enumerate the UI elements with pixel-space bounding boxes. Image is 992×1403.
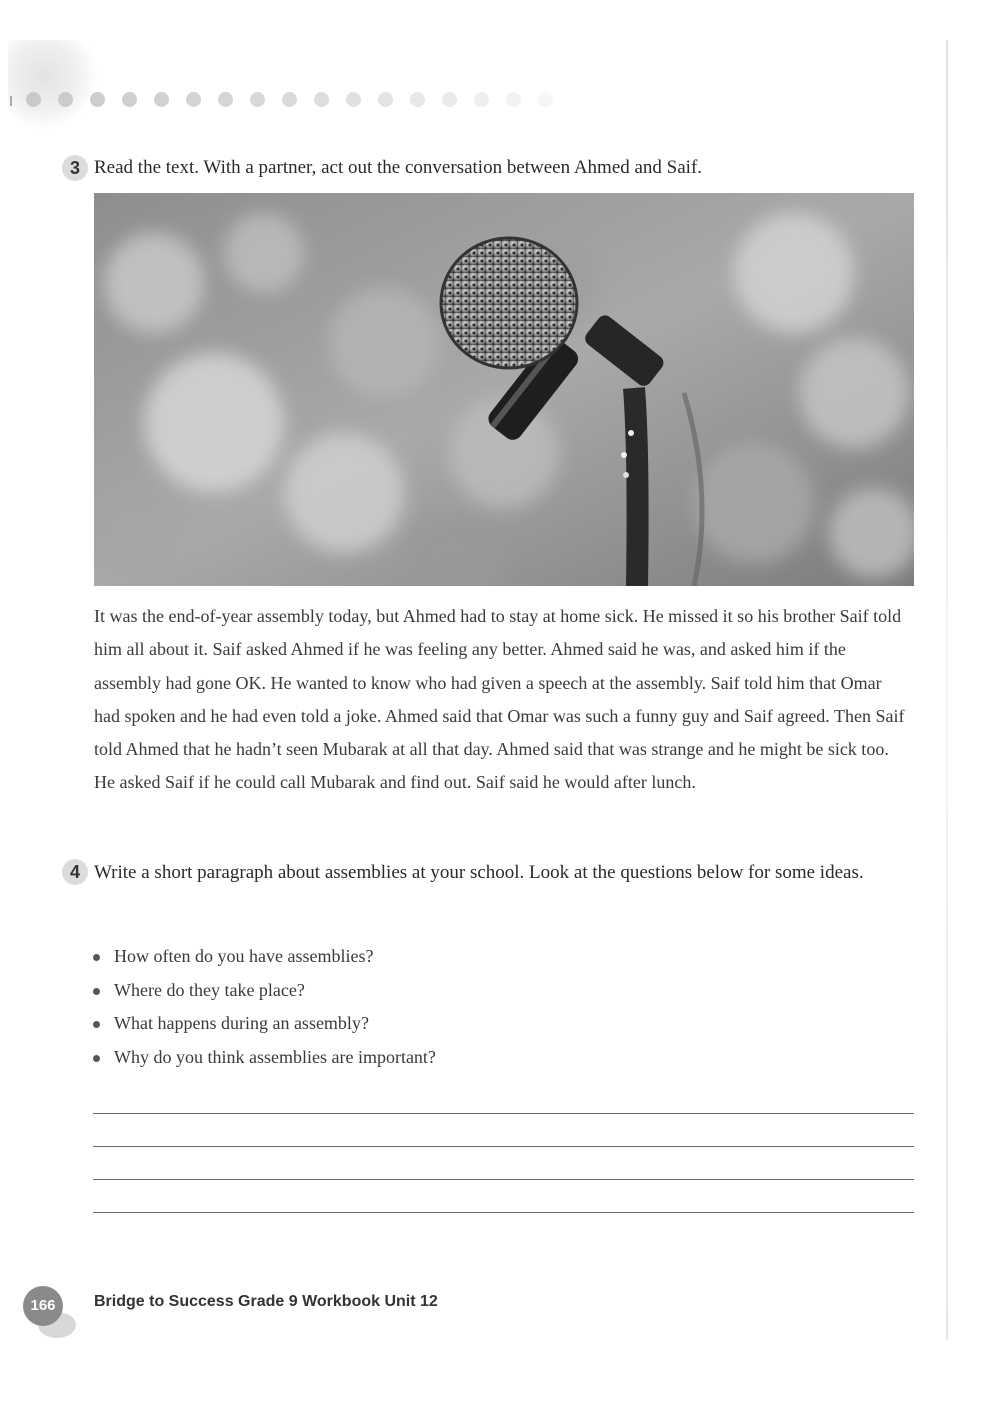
question-text: Why do you think assemblies are important? — [114, 1046, 436, 1067]
dot-decoration — [474, 92, 489, 107]
writing-line[interactable] — [93, 1212, 914, 1213]
dot-decoration — [282, 92, 297, 107]
task-4-number: 4 — [62, 859, 88, 885]
dot-decoration — [378, 92, 393, 107]
question-list — [93, 940, 436, 1074]
question-text: What happens during an assembly? — [114, 1013, 369, 1033]
list-item — [93, 1041, 436, 1075]
dot-decoration — [410, 92, 425, 107]
scan-smudge — [8, 40, 98, 130]
dot-decoration — [314, 92, 329, 107]
page-edge — [946, 40, 948, 1340]
task-3-instruction: Read the text. With a partner, act out the conversation between Ahmed and Saif. — [94, 157, 703, 178]
dot-decoration — [154, 92, 169, 107]
writing-line[interactable] — [93, 1179, 914, 1180]
list-item — [93, 974, 436, 1008]
dot-decoration — [122, 92, 137, 107]
page-number: 166 — [23, 1286, 63, 1326]
dot-decoration — [506, 92, 521, 107]
microphone-photo — [94, 193, 914, 586]
writing-line[interactable] — [93, 1113, 914, 1114]
dot-decoration — [90, 92, 105, 107]
dot-decoration — [442, 92, 457, 107]
book-title: Bridge to Success Grade 9 Workbook Unit 12 — [94, 1293, 438, 1310]
bullet-icon — [93, 988, 100, 995]
dot-decoration — [26, 92, 41, 107]
bullet-icon — [93, 1055, 100, 1062]
task-4-instruction: Write a short paragraph about assemblies at your school. Look at the questions below for some ideas. — [94, 862, 864, 883]
decorative-dot-row — [26, 92, 566, 110]
bullet-icon — [93, 954, 100, 961]
dot-decoration — [250, 92, 265, 107]
list-item — [93, 940, 436, 974]
dot-decoration — [186, 92, 201, 107]
list-item — [93, 1007, 436, 1041]
question-text: How often do you have assemblies? — [114, 946, 374, 966]
dot-decoration — [58, 92, 73, 107]
question-text: Where do they take place? — [114, 979, 305, 1000]
dot-decoration — [218, 92, 233, 107]
margin-mark — [10, 96, 12, 106]
writing-line[interactable] — [93, 1146, 914, 1147]
dot-decoration — [538, 92, 553, 107]
task-3-number: 3 — [62, 155, 88, 181]
bullet-icon — [93, 1021, 100, 1028]
dot-decoration — [346, 92, 361, 107]
story-paragraph: It was the end-of-year assembly today, but Ahmed had to stay at home sick. He missed it so his brother Saif told him all about it. Saif asked Ahmed if he was feeling any better. Ahmed said he was, and asked him if the assembly had gone OK. He wanted to know who had given a speech at the assembly. Saif told him that Omar had spoken and he had even told a joke. Ahmed said that Omar was such a funny guy and Saif agreed. Then Saif told Ahmed that he hadn’t seen Mubarak at all that day. Ahmed said that was strange and he might be sick too. He asked Saif if he could call Mubarak and find out. Saif said he would after lunch. — [94, 606, 905, 793]
